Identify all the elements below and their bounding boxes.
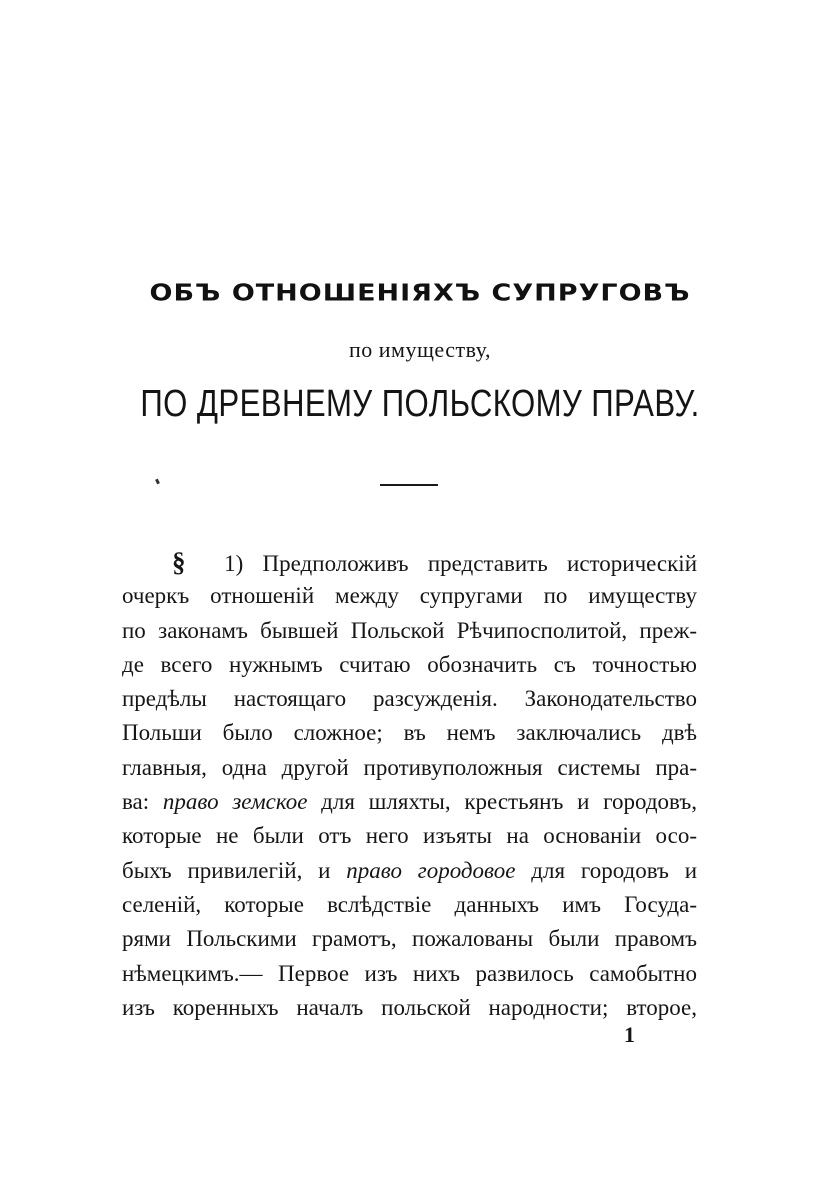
- italic-term: право земское: [162, 789, 308, 815]
- text-segment: для шляхты, крестьянъ и городовъ,: [321, 789, 697, 815]
- print-speck: [155, 479, 160, 485]
- text-line: Польши было сложное; въ немъ заключались двѣ: [122, 720, 697, 746]
- body-paragraph: [122, 545, 697, 1025]
- text-line: [122, 545, 697, 579]
- title-divider-rule: [380, 484, 438, 486]
- text-line: изъ коренныхъ началъ польской народности; второе,: [122, 994, 697, 1020]
- text-line: [122, 785, 697, 819]
- text-segment: ва:: [122, 789, 150, 815]
- text-segment: быхъ привилегій, и: [122, 857, 331, 883]
- text-line: де всего нужнымъ считаю обозначить съ точностью: [122, 651, 697, 677]
- text-line: [122, 854, 697, 888]
- text-segment: 1) Предположивъ представить историческій: [224, 551, 698, 576]
- text-segment: для городовъ и: [531, 857, 698, 883]
- title-line-2: по имуществу,: [348, 337, 492, 362]
- text-line: селеній, которые вслѣдствіе данныхъ имъ Госуда-: [122, 891, 697, 917]
- text-line: очеркъ отношеній между супругами по имуществу: [122, 583, 697, 609]
- text-line: которые не были отъ него изъяты на основаніи осо-: [122, 823, 697, 849]
- text-line: нѣмецкимъ.— Первое изъ нихъ развилось самобытно: [122, 960, 697, 986]
- title-line-1: ОБЪ ОТНОШЕНІЯХЪ СУПРУГОВЪ: [149, 280, 691, 307]
- title-line-3: ПО ДРЕВНЕМУ ПОЛЬСКОМУ ПРАВУ.: [140, 383, 700, 425]
- italic-term: право городовое: [346, 857, 516, 883]
- text-line: рями Польскими грамотъ, пожалованы были правомъ: [122, 926, 697, 952]
- text-line: предѣлы настоящаго разсужденія. Законодательство: [122, 686, 697, 712]
- text-line: главныя, одна другой противуположныя системы пра-: [122, 754, 697, 780]
- text-line: по законамъ бывшей Польской Рѣчипосполитой, преж-: [122, 617, 697, 643]
- page-number: 1: [624, 1022, 635, 1047]
- section-sign: §: [172, 547, 186, 577]
